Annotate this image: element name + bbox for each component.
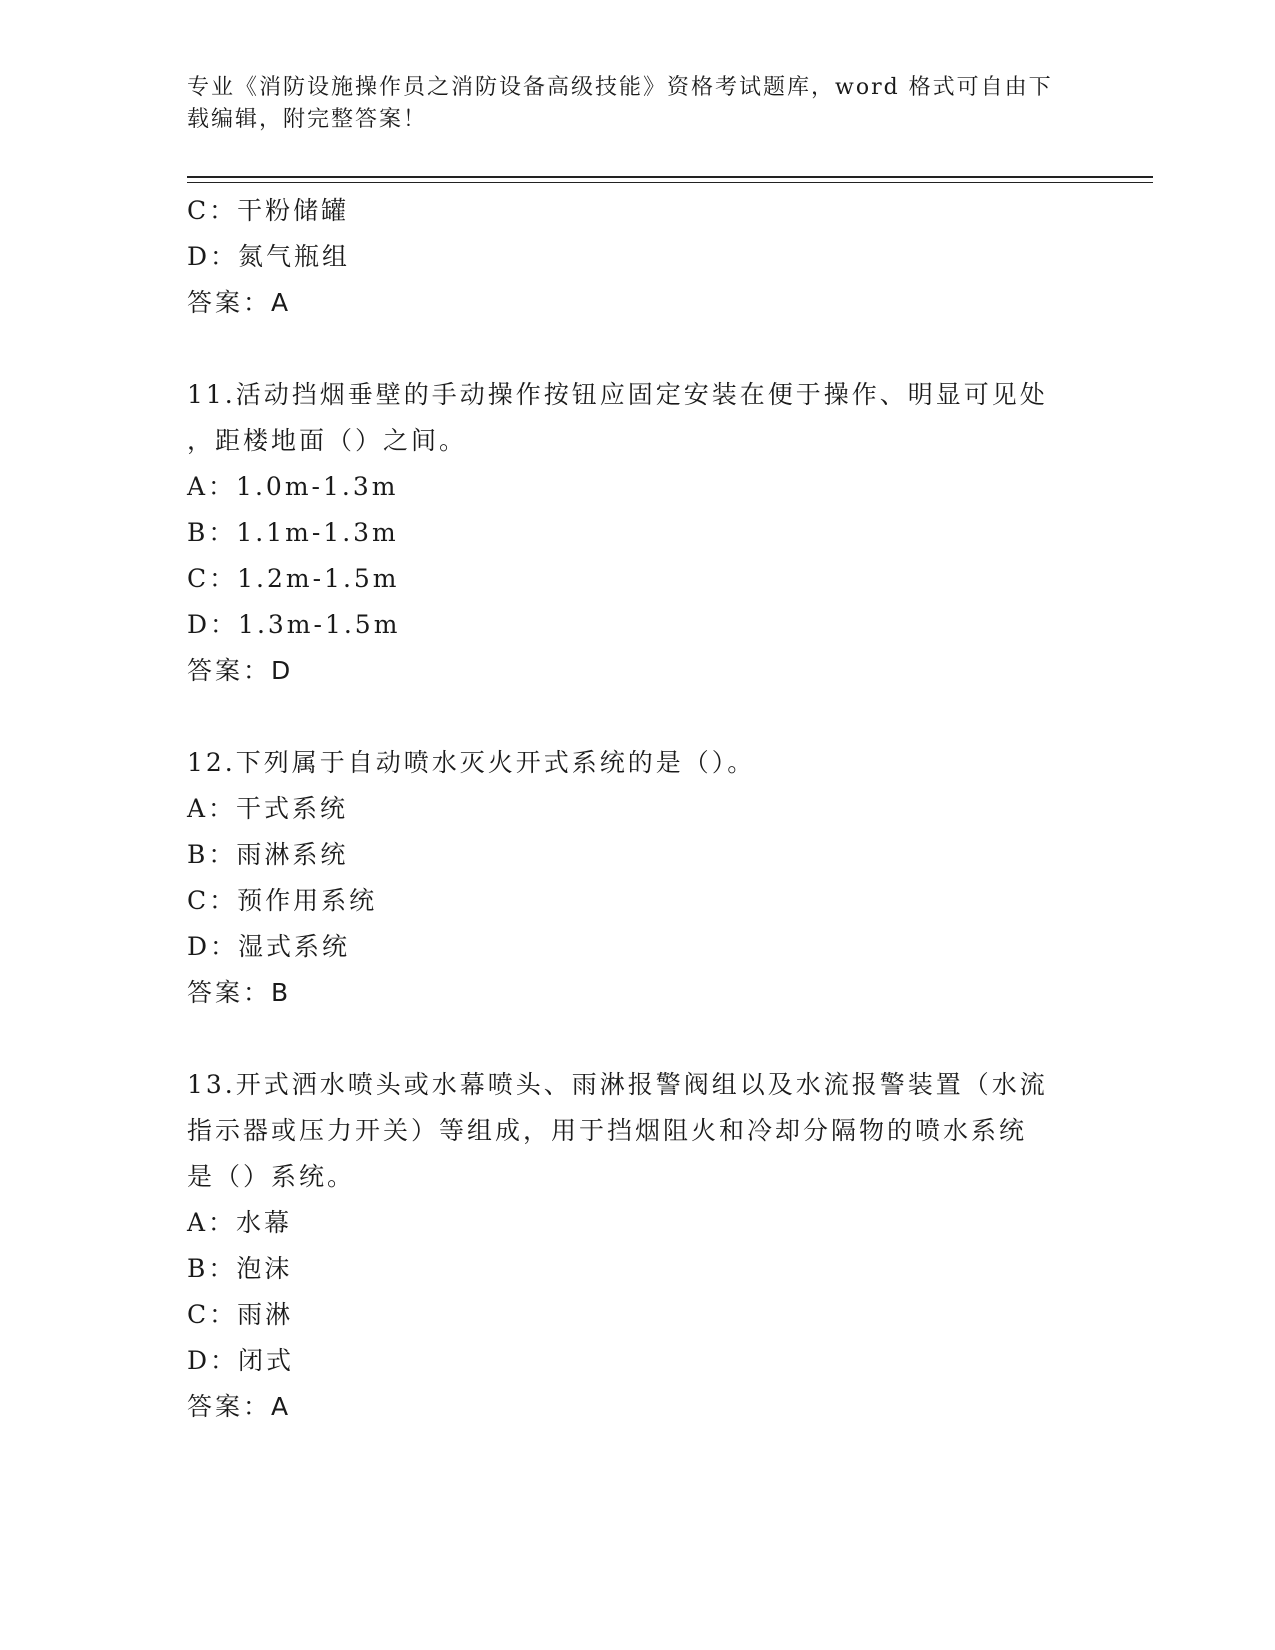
document-header: [187, 72, 1067, 136]
question-stem-line: 指示器或压力开关）等组成，用于挡烟阻火和冷却分隔物的喷水系统: [187, 1116, 1028, 1145]
option-a: A：干式系统: [187, 794, 349, 823]
option-c: C：1.2m-1.5m: [187, 564, 400, 593]
question-stem-line: ，距楼地面（）之间。: [187, 426, 468, 455]
partial-question: [187, 188, 1087, 326]
option-c: C：雨淋: [187, 1300, 294, 1329]
answer: 答案：A: [187, 1392, 292, 1421]
header-line-2: 载编辑，附完整答案！: [187, 107, 428, 132]
answer: 答案：B: [187, 978, 292, 1007]
option-a: A：水幕: [187, 1208, 293, 1237]
question-11: [187, 372, 1087, 694]
question-list: [187, 188, 1087, 1430]
option-a: A：1.0m-1.3m: [187, 472, 399, 501]
header-rule-thin: [187, 182, 1153, 183]
question-stem-line: 12.下列属于自动喷水灭火开式系统的是（）。: [187, 748, 756, 777]
option-c: C：干粉储罐: [187, 196, 350, 225]
question-stem-line: 11.活动挡烟垂壁的手动操作按钮应固定安装在便于操作、明显可见处: [187, 380, 1048, 409]
question-13: [187, 1062, 1087, 1430]
question-12: [187, 740, 1087, 1016]
option-b: B：雨淋系统: [187, 840, 349, 869]
question-stem-line: 13.开式洒水喷头或水幕喷头、雨淋报警阀组以及水流报警装置（水流: [187, 1070, 1048, 1099]
option-d: D：1.3m-1.5m: [187, 610, 401, 639]
answer: 答案：D: [187, 656, 294, 685]
option-b: B：泡沫: [187, 1254, 293, 1283]
header-line-1: 专业《消防设施操作员之消防设备高级技能》资格考试题库，word 格式可自由下: [187, 75, 1053, 100]
option-b: B：1.1m-1.3m: [187, 518, 399, 547]
option-c: C：预作用系统: [187, 886, 378, 915]
question-stem-line: 是（）系统。: [187, 1162, 356, 1191]
answer: 答案：A: [187, 288, 292, 317]
option-d: D：闭式: [187, 1346, 295, 1375]
header-rule-thick: [187, 176, 1153, 178]
option-d: D：湿式系统: [187, 932, 351, 961]
option-d: D：氮气瓶组: [187, 242, 351, 271]
